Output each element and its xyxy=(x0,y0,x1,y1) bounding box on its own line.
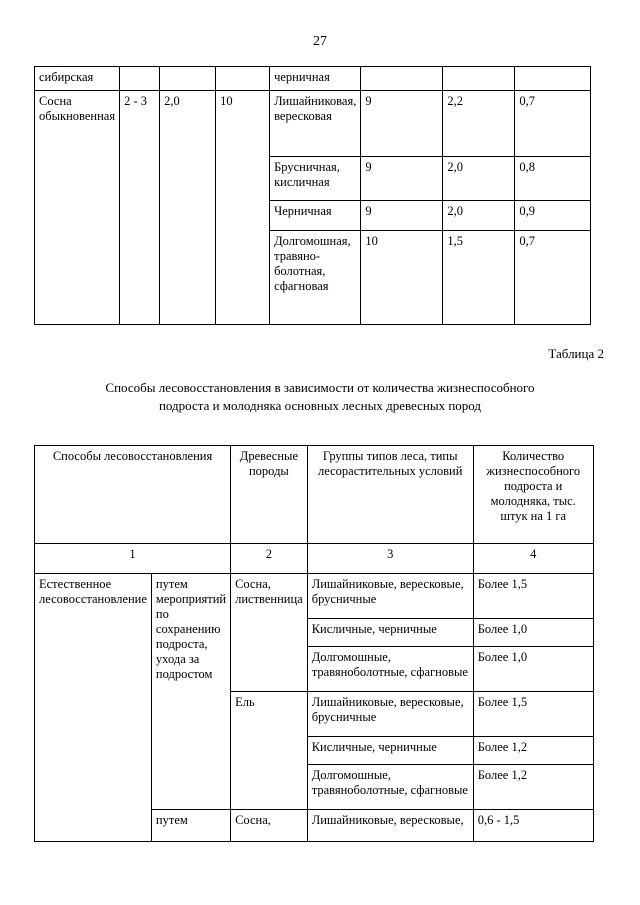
cell-forest-type: Лишайниковая, вересковая xyxy=(270,91,361,157)
cell-forest-type: Кисличные, черничные xyxy=(307,619,473,647)
column-number: 3 xyxy=(307,544,473,574)
cell-value: 9 xyxy=(361,201,443,231)
cell-species: сибирская xyxy=(35,67,120,91)
column-number: 2 xyxy=(231,544,308,574)
cell-species: Сосна, лиственница xyxy=(231,574,308,692)
column-number: 1 xyxy=(35,544,231,574)
cell-quantity: Более 1,0 xyxy=(473,647,593,692)
cell-method: Естественное лесовосстановление xyxy=(35,574,152,842)
cell-forest-type: Брусничная, кисличная xyxy=(270,157,361,201)
cell-value: 1,5 xyxy=(443,231,515,325)
table-2-title: Способы лесовосстановления в зависимости от количества жизнеспособного подроста и молодняка основных лесных древесных пород xyxy=(105,380,535,413)
cell-forest-type: Лишайниковые, вересковые, брусничные xyxy=(307,574,473,619)
cell-quantity: Более 1,5 xyxy=(473,574,593,619)
column-number: 4 xyxy=(473,544,593,574)
header-forest-groups: Группы типов леса, типы лесорастительных условий xyxy=(307,446,473,544)
page-number: 27 xyxy=(313,34,327,49)
cell-species: Сосна, xyxy=(231,810,308,842)
cell-value: 0,7 xyxy=(515,91,591,157)
cell-submethod: путем мероприятий по сохранению подроста, ухода за подростом xyxy=(151,574,230,810)
cell-forest-type: Кисличные, черничные xyxy=(307,737,473,765)
table-row xyxy=(35,67,591,91)
table-1 xyxy=(34,66,591,325)
cell-quantity: Более 1,5 xyxy=(473,692,593,737)
cell xyxy=(361,67,443,91)
header-methods: Способы лесовосстановления xyxy=(35,446,231,544)
cell-forest-type: Долгомошные, травяноболотные, сфагновые xyxy=(307,647,473,692)
table-row xyxy=(35,91,591,157)
table-header-row xyxy=(35,446,594,544)
cell xyxy=(515,67,591,91)
cell-quantity: Более 1,2 xyxy=(473,737,593,765)
cell xyxy=(160,67,216,91)
cell-species: Сосна обыкновенная xyxy=(35,91,120,325)
cell-value: 2,0 xyxy=(443,201,515,231)
cell-forest-type: черничная xyxy=(270,67,361,91)
cell-forest-type: Долгомошные, травяноболотные, сфагновые xyxy=(307,765,473,810)
table-row xyxy=(35,574,594,619)
cell-value: 2,0 xyxy=(160,91,216,325)
cell-forest-type: Лишайниковые, вересковые, xyxy=(307,810,473,842)
cell-submethod: путем xyxy=(151,810,230,842)
cell-value: 0,8 xyxy=(515,157,591,201)
table-number-row xyxy=(35,544,594,574)
cell-quantity: Более 1,2 xyxy=(473,765,593,810)
cell-value: 9 xyxy=(361,157,443,201)
cell-value: 0,9 xyxy=(515,201,591,231)
cell-species: Ель xyxy=(231,692,308,810)
cell-value: 9 xyxy=(361,91,443,157)
cell-quantity: Более 1,0 xyxy=(473,619,593,647)
cell-value: 2,2 xyxy=(443,91,515,157)
cell xyxy=(120,67,160,91)
cell-value: 10 xyxy=(216,91,270,325)
cell-value: 0,7 xyxy=(515,231,591,325)
cell-value: 2 - 3 xyxy=(120,91,160,325)
cell-forest-type: Долгомошная, травяно-болотная, сфагновая xyxy=(270,231,361,325)
cell-forest-type: Лишайниковые, вересковые, брусничные xyxy=(307,692,473,737)
cell xyxy=(443,67,515,91)
cell-quantity: 0,6 - 1,5 xyxy=(473,810,593,842)
cell-value: 2,0 xyxy=(443,157,515,201)
table-2-label: Таблица 2 xyxy=(548,346,604,361)
header-species: Древесные породы xyxy=(231,446,308,544)
header-quantity: Количество жизнеспособного подроста и молодняка, тыс. штук на 1 га xyxy=(473,446,593,544)
cell xyxy=(216,67,270,91)
cell-forest-type: Черничная xyxy=(270,201,361,231)
table-2 xyxy=(34,445,594,842)
cell-value: 10 xyxy=(361,231,443,325)
